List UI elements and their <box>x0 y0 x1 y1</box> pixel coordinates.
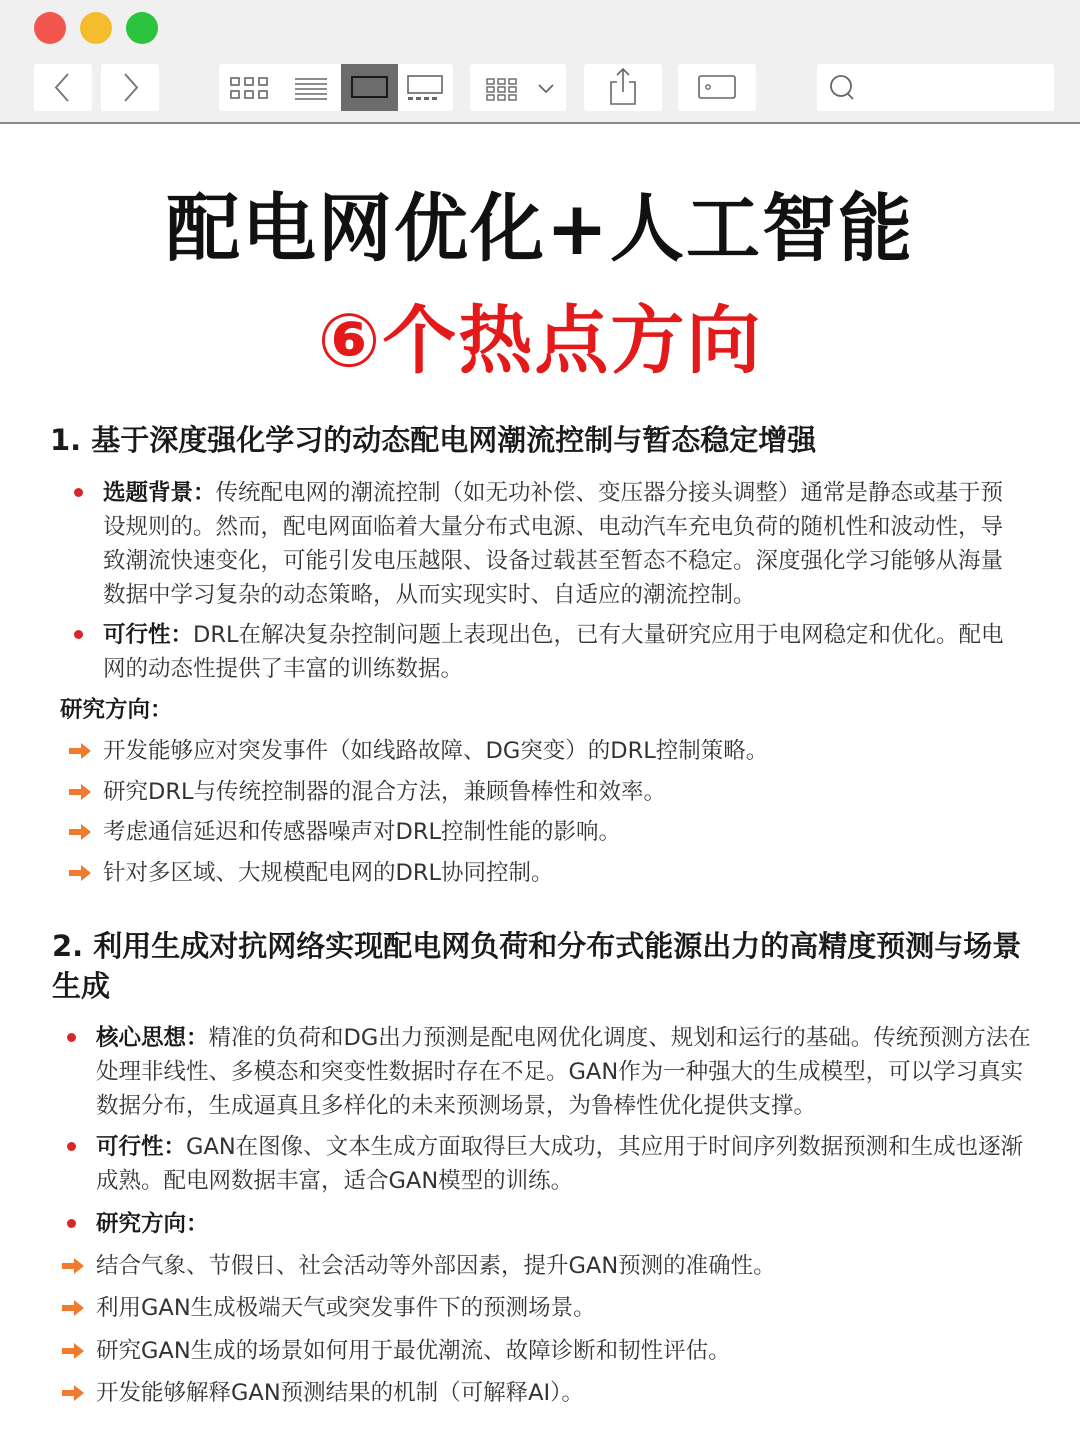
tag-button[interactable] <box>678 64 756 111</box>
section-1-directions-label: 研究方向： <box>60 697 173 723</box>
column-view-icon <box>341 64 398 111</box>
search-icon <box>817 64 857 111</box>
icon-view-button[interactable] <box>219 64 279 111</box>
arrow-right-icon <box>67 863 93 883</box>
view-mode-selector <box>219 64 453 111</box>
arrow-right-icon <box>67 782 93 802</box>
list-view-button[interactable] <box>281 64 341 111</box>
list-view-icon <box>281 64 341 111</box>
bullet-dot <box>67 1033 76 1042</box>
chevron-left-icon <box>34 64 92 111</box>
document-body <box>0 126 1080 1440</box>
zoom-window-button[interactable] <box>126 12 158 44</box>
list-item: 利用GAN生成极端天气或突发事件下的预测场景。 <box>96 1295 596 1321</box>
list-item: 研究DRL与传统控制器的混合方法，兼顾鲁棒性和效率。 <box>103 779 666 805</box>
section-1-feasibility <box>103 618 1025 686</box>
list-item: 开发能够应对突发事件（如线路故障、DG突变）的DRL控制策略。 <box>103 738 769 764</box>
arrange-button[interactable] <box>470 64 566 111</box>
arrow-right-icon <box>60 1298 86 1318</box>
bullet-dot <box>67 1219 76 1228</box>
window-toolbar <box>0 0 1080 124</box>
search-field[interactable] <box>817 64 1054 111</box>
section-1-title: 1. 基于深度强化学习的动态配电网潮流控制与暂态稳定增强 <box>50 423 817 457</box>
bullet-dot <box>74 488 83 497</box>
bullet-label: 核心思想： <box>96 1025 209 1051</box>
bullet-label: 可行性： <box>96 1134 187 1160</box>
share-button[interactable] <box>584 64 662 111</box>
bullet-text: DRL在解决复杂控制问题上表现出色，已有大量研究应用于电网稳定和优化。配电网的动态性提供了丰富的训练数据。 <box>103 622 1004 682</box>
minimize-window-button[interactable] <box>80 12 112 44</box>
section-2-directions-label: 研究方向： <box>96 1211 209 1237</box>
bullet-text: GAN在图像、文本生成方面取得巨大成功，其应用于时间序列数据预测和生成也逐渐成熟。配电网数据丰富，适合GAN模型的训练。 <box>96 1134 1024 1194</box>
arrow-right-icon <box>60 1256 86 1276</box>
bullet-text: 精准的负荷和DG出力预测是配电网优化调度、规划和运行的基础。传统预测方法在处理非线性、多模态和突变性数据时存在不足。GAN作为一种强大的生成模型，可以学习真实数据分布，生成逼真且多样化的未来预测场景，为鲁棒性优化提供支撑。 <box>96 1025 1031 1119</box>
page-subtitle: ⑥个热点方向 <box>317 298 763 384</box>
section-2-core-idea <box>96 1021 1032 1123</box>
chevron-right-icon <box>101 64 159 111</box>
arrow-right-icon <box>60 1383 86 1403</box>
icon-view-icon <box>219 64 279 111</box>
bullet-text: 传统配电网的潮流控制（如无功补偿、变压器分接头调整）通常是静态或基于预设规则的。然而，配电网面临着大量分布式电源、电动汽车充电负荷的随机性和波动性，导致潮流快速变化，可能引发电压越限、设备过载甚至暂态不稳定。深度强化学习能够从海量数据中学习复杂的动态策略，从而实现实时、自适应的潮流控制。 <box>103 480 1004 608</box>
tag-icon <box>678 64 756 111</box>
arrange-icon <box>470 64 566 111</box>
column-view-button[interactable] <box>341 64 398 111</box>
back-button[interactable] <box>34 64 92 111</box>
gallery-view-button[interactable] <box>398 64 453 111</box>
share-icon <box>584 64 662 111</box>
bullet-dot <box>74 630 83 639</box>
bullet-label: 选题背景： <box>103 480 216 506</box>
section-2-feasibility <box>96 1130 1032 1198</box>
close-window-button[interactable] <box>34 12 66 44</box>
gallery-view-icon <box>398 64 453 111</box>
list-item: 研究GAN生成的场景如何用于最优潮流、故障诊断和韧性评估。 <box>96 1338 731 1364</box>
arrow-right-icon <box>60 1341 86 1361</box>
list-item: 针对多区域、大规模配电网的DRL协同控制。 <box>103 860 554 886</box>
arrow-right-icon <box>67 741 93 761</box>
bullet-label: 可行性： <box>103 622 194 648</box>
section-1-background <box>103 476 1025 612</box>
forward-button[interactable] <box>101 64 159 111</box>
list-item: 结合气象、节假日、社会活动等外部因素，提升GAN预测的准确性。 <box>96 1253 776 1279</box>
bullet-dot <box>67 1142 76 1151</box>
arrow-right-icon <box>67 822 93 842</box>
list-item: 开发能够解释GAN预测结果的机制（可解释AI）。 <box>96 1380 584 1406</box>
page-title: 配电网优化+人工智能 <box>165 186 914 272</box>
section-2-title: 2. 利用生成对抗网络实现配电网负荷和分布式能源出力的高精度预测与场景生成 <box>52 929 1022 1003</box>
list-item: 考虑通信延迟和传感器噪声对DRL控制性能的影响。 <box>103 819 621 845</box>
